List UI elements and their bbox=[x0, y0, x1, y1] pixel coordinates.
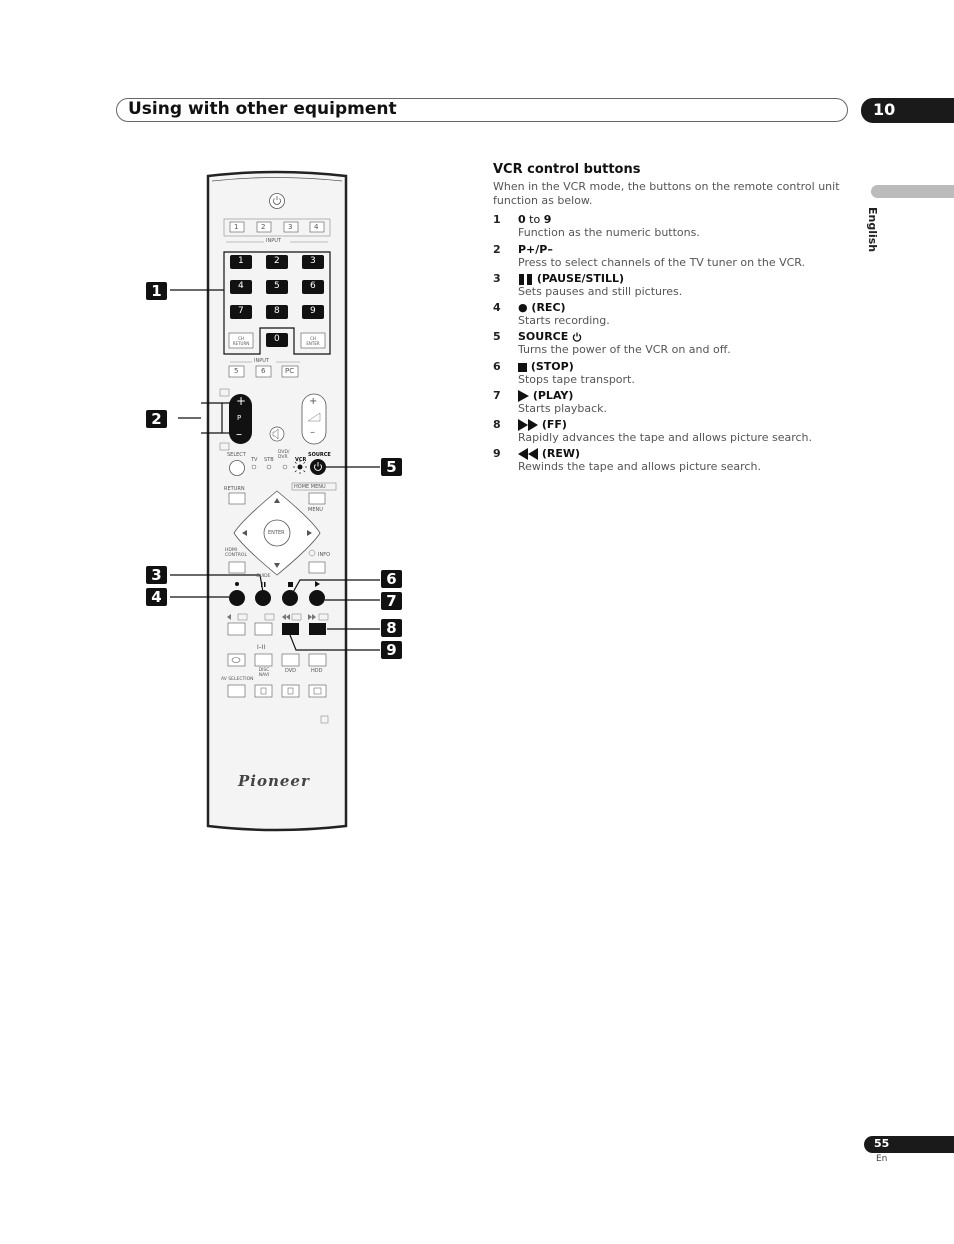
rec-button[interactable] bbox=[229, 590, 245, 606]
play-button[interactable] bbox=[309, 590, 325, 606]
input-3-button[interactable]: 3 bbox=[288, 223, 293, 231]
return-label: RETURN bbox=[224, 486, 245, 492]
number-6-button[interactable]: 6 bbox=[310, 281, 316, 291]
menu-button[interactable] bbox=[309, 493, 325, 504]
select-button[interactable] bbox=[229, 460, 245, 476]
pause-button[interactable] bbox=[255, 590, 271, 606]
item-label: P+/P– bbox=[518, 243, 553, 256]
chapter-number: 10 bbox=[873, 100, 896, 119]
item-description: Sets pauses and still pictures. bbox=[518, 285, 683, 298]
p-minus-button[interactable]: – bbox=[236, 427, 242, 441]
callout-1: 1 bbox=[146, 282, 167, 300]
section-title: VCR control buttons bbox=[493, 162, 641, 177]
volume-up-button[interactable]: + bbox=[309, 396, 318, 407]
item-number: 4 bbox=[493, 301, 501, 314]
callout-7: 7 bbox=[381, 592, 402, 610]
number-5-button[interactable]: 5 bbox=[274, 281, 280, 291]
callout-2: 2 bbox=[146, 410, 167, 428]
stop-button[interactable] bbox=[282, 590, 298, 606]
select-label: SELECT bbox=[227, 452, 246, 458]
label-nine: 9 bbox=[543, 213, 552, 226]
callout-8: 8 bbox=[381, 619, 402, 637]
callout-6: 6 bbox=[381, 570, 402, 588]
rewind-button[interactable] bbox=[282, 623, 299, 635]
number-8-button[interactable]: 8 bbox=[274, 306, 280, 316]
volume-down-button[interactable]: – bbox=[310, 427, 315, 438]
guide-label: GUIDE bbox=[256, 574, 271, 579]
number-9-button[interactable]: 9 bbox=[310, 306, 316, 316]
info-button[interactable] bbox=[309, 562, 325, 573]
label-text: (STOP) bbox=[530, 360, 574, 373]
source-label: SOURCE bbox=[308, 452, 331, 458]
home-menu-label: HOME MENU bbox=[294, 484, 326, 490]
input-label: INPUT bbox=[266, 238, 281, 244]
label-zero: 0 bbox=[518, 213, 526, 226]
input-2-button[interactable]: 2 bbox=[261, 223, 266, 231]
callout-5: 5 bbox=[381, 458, 402, 476]
number-0-button[interactable]: 0 bbox=[274, 334, 280, 344]
p-label: P bbox=[237, 414, 242, 422]
item-number: 3 bbox=[493, 272, 501, 285]
input-4-button[interactable]: 4 bbox=[314, 223, 319, 231]
item-description: Press to select channels of the TV tuner on the VCR. bbox=[518, 256, 806, 269]
p-plus-button[interactable]: + bbox=[236, 394, 247, 408]
enter-button[interactable]: ENTER bbox=[268, 530, 285, 536]
mode-vcr-label: VCR bbox=[295, 457, 307, 463]
label-text: (PLAY) bbox=[532, 389, 574, 402]
return-button[interactable] bbox=[229, 493, 245, 504]
hdd-label: HDD bbox=[311, 668, 323, 674]
pioneer-logo: Pioneer bbox=[238, 772, 310, 790]
ch-return-button[interactable]: CH RETURN bbox=[232, 336, 250, 346]
item-number: 7 bbox=[493, 389, 501, 402]
item-description: Rapidly advances the tape and allows picture search. bbox=[518, 431, 813, 444]
input-1-button[interactable]: 1 bbox=[234, 223, 239, 231]
callout-9: 9 bbox=[381, 641, 402, 659]
source-button[interactable] bbox=[310, 459, 326, 475]
callout-4: 4 bbox=[146, 588, 167, 606]
item-number: 9 bbox=[493, 447, 501, 460]
menu-label: MENU bbox=[308, 507, 323, 513]
item-description: Stops tape transport. bbox=[518, 373, 635, 386]
callout-3: 3 bbox=[146, 566, 167, 584]
label-to: to bbox=[525, 213, 544, 226]
item-description: Rewinds the tape and allows picture search. bbox=[518, 460, 761, 473]
av-selection-label: AV SELECTION bbox=[221, 677, 254, 682]
mode-stb-label: STB bbox=[264, 457, 274, 463]
dvd-label: DVD bbox=[285, 668, 297, 674]
input-pc-button[interactable]: PC bbox=[285, 367, 295, 375]
item-number: 1 bbox=[493, 213, 501, 226]
input-6-button[interactable]: 6 bbox=[261, 367, 266, 375]
number-3-button[interactable]: 3 bbox=[310, 256, 316, 266]
item-description: Starts playback. bbox=[518, 402, 608, 415]
item-number: 8 bbox=[493, 418, 501, 431]
language-label: English bbox=[866, 207, 879, 253]
input-5-button[interactable]: 5 bbox=[234, 367, 239, 375]
info-label: INFO bbox=[318, 552, 331, 558]
item-description: Turns the power of the VCR on and off. bbox=[518, 343, 731, 356]
section-intro: When in the VCR mode, the buttons on the remote control unit function as below. bbox=[493, 180, 840, 207]
hdmi-control-button[interactable] bbox=[229, 562, 245, 573]
mode-tv-label: TV bbox=[251, 457, 258, 463]
page-language-code: En bbox=[876, 1154, 888, 1164]
number-4-button[interactable]: 4 bbox=[238, 281, 244, 291]
disc-navi-label: DISC NAVI bbox=[258, 668, 270, 678]
input-label-2: INPUT bbox=[254, 358, 269, 364]
item-label: ● (REC) bbox=[518, 301, 566, 314]
ch-enter-button[interactable]: CH ENTER bbox=[306, 336, 320, 346]
label-text: (PAUSE/STILL) bbox=[536, 272, 625, 285]
number-2-button[interactable]: 2 bbox=[274, 256, 280, 266]
page-number: 55 bbox=[874, 1137, 890, 1150]
i-ii-label: I–II bbox=[257, 644, 266, 651]
item-description: Starts recording. bbox=[518, 314, 610, 327]
item-number: 6 bbox=[493, 360, 501, 373]
hdmi-control-label: HDMI CONTROL bbox=[225, 548, 247, 558]
item-number: 2 bbox=[493, 243, 501, 256]
number-1-button[interactable]: 1 bbox=[238, 256, 244, 266]
label-text: (FF) bbox=[541, 418, 567, 431]
mode-dvd-label: DVD/ DVR bbox=[278, 450, 290, 460]
item-description: Function as the numeric buttons. bbox=[518, 226, 700, 239]
label-text: SOURCE bbox=[518, 330, 569, 343]
page-title: Using with other equipment bbox=[128, 99, 397, 119]
number-7-button[interactable]: 7 bbox=[238, 306, 244, 316]
item-number: 5 bbox=[493, 330, 501, 343]
fast-forward-button[interactable] bbox=[309, 623, 326, 635]
label-text: (REW) bbox=[541, 447, 581, 460]
